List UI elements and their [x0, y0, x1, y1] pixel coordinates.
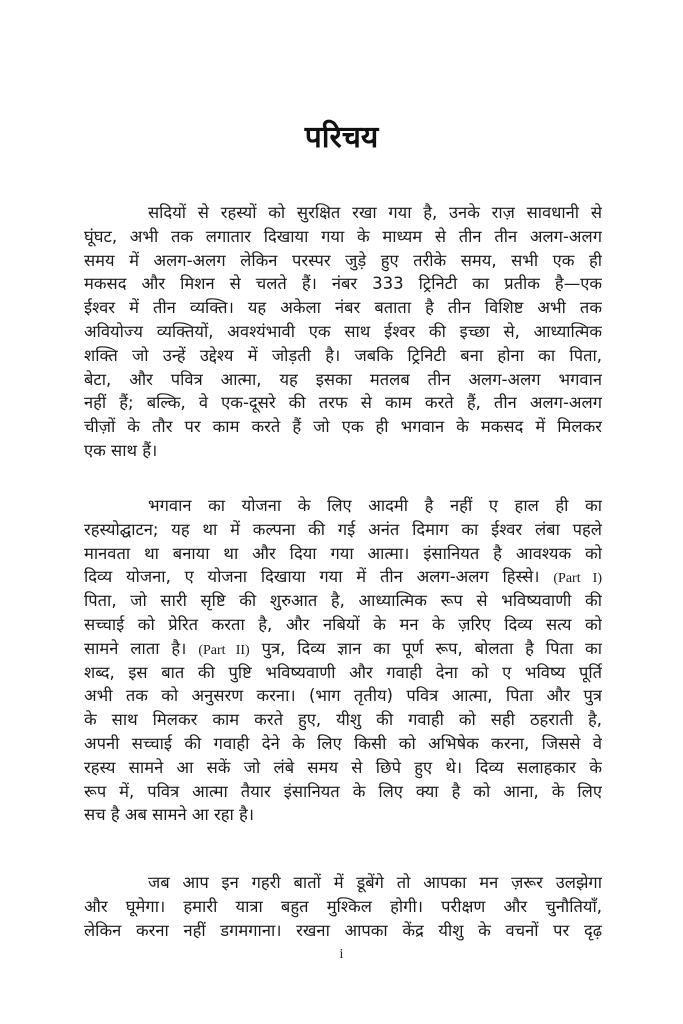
paragraph-line: बेटा, और पवित्र आत्मा, यह इसका मतलब तीन अलग-अलग भगवान	[84, 369, 602, 389]
paragraph-1	[84, 201, 602, 463]
line-text: सामने लाता है।	[84, 638, 187, 658]
page-title: परिचय	[304, 120, 379, 155]
line-text: दिव्य योजना, ए योजना दिखाया गया में तीन अलग-अलग हिस्से।	[84, 567, 540, 587]
paragraph-line: सच्चाई को प्रेरित करता है, और नबियों के मन के ज़रिए दिव्य सत्य को	[84, 614, 602, 634]
paragraph-line: मानवता था बनाया था और दिया गया आत्मा। इंसानियत है आवश्यक को	[84, 543, 602, 563]
paragraph-line: सच है अब सामने आ रहा है।	[84, 805, 255, 825]
paragraph-3	[84, 871, 602, 942]
paragraph-line: पिता, जो सारी सृष्टि की शुरुआत है, आध्यात्मिक रूप से भविष्यवाणी की	[84, 591, 602, 611]
paragraph-line: मकसद और मिशन से चलते हैं। नंबर 333 ट्रिनिटी का प्रतीक है—एक	[84, 274, 602, 294]
paragraph-line: रहस्य सामने आ सकें जो लंबे समय से छिपे हुए थे। दिव्य सलाहकार के	[84, 757, 602, 777]
paragraph-line: सदियों से रहस्यों को सुरक्षित रखा गया है, उनके राज़ सावधानी से	[148, 203, 602, 222]
paragraph-line: रहस्योद्घाटन; यह था में कल्पना की गई अनंत दिमाग का ईश्वर लंबा पहले	[84, 519, 602, 539]
paragraph-line	[84, 637, 602, 661]
paragraph-line: समय में अलग-अलग लेकिन परस्पर जुड़े हुए तरीके समय, सभी एक ही	[84, 250, 602, 270]
paragraph-line: जब आप इन गहरी बातों में डूबेंगे तो आपका मन ज़रूर उलझेगा	[148, 873, 602, 892]
paragraph-line: रूप में, पवित्र आत्मा तैयार इंसानियत के लिए क्या है को आना, के लिए	[84, 781, 602, 801]
paragraph-line: अपनी सच्चाई की गवाही देने के लिए किसी को अभिषेक करना, जिससे वे	[84, 733, 602, 753]
paragraph-line: चीज़ों के तौर पर काम करते हैं जो एक ही भगवान के मकसद में मिलकर	[84, 417, 602, 437]
paragraph-line	[84, 565, 602, 589]
paragraph-line: एक साथ हैं।	[84, 440, 158, 460]
part-two-label: (Part II)	[198, 642, 250, 658]
paragraph-line: नहीं हैं; बल्कि, वे एक-दूसरे की तरफ से काम करते हैं, तीन अलग-अलग	[84, 393, 602, 413]
paragraph-2	[84, 494, 602, 827]
paragraph-line: और घूमेगा। हमारी यात्रा बहुत मुश्किल होगी। परीक्षण और चुनौतियाँ,	[84, 896, 602, 916]
page-number: i	[339, 947, 344, 962]
paragraph-line: अभी तक को अनुसरण करना। (भाग तृतीय) पवित्र आत्मा, पिता और पुत्र	[84, 686, 602, 706]
paragraph-line: ईश्वर में तीन व्यक्ति। यह अकेला नंबर बताता है तीन विशिष्ट अभी तक	[84, 298, 602, 318]
paragraph-line: शक्ति जो उन्हें उद्देश्य में जोड़ती है। जबकि ट्रिनिटी बना होना का पिता,	[84, 345, 602, 365]
paragraph-line: घूंघट, अभी तक लगातार दिखाया गया के माध्यम से तीन तीन अलग-अलग	[84, 226, 602, 246]
paragraph-line: शब्द, इस बात की पुष्टि भविष्यवाणी और गवाही देना को ए भविष्य पूर्ति	[84, 662, 602, 682]
paragraph-line: के साथ मिलकर काम करते हुए, यीशु की गवाही को सही ठहराती है,	[84, 710, 602, 730]
paragraph-line: भगवान का योजना के लिए आदमी है नहीं ए हाल ही का	[148, 496, 602, 515]
part-one-label: (Part I)	[553, 571, 602, 587]
paragraph-line: लेकिन करना नहीं डगमगाना। रखना आपका केंद्र यीशु के वचनों पर दृढ़	[84, 920, 602, 940]
paragraph-line: अवियोज्य व्यक्तियों, अवश्यंभावी एक साथ ईश्वर की इच्छा से, आध्यात्मिक	[84, 321, 602, 341]
line-text: पुत्र, दिव्य ज्ञान का पूर्ण रूप, बोलता है पिता का	[261, 638, 602, 658]
